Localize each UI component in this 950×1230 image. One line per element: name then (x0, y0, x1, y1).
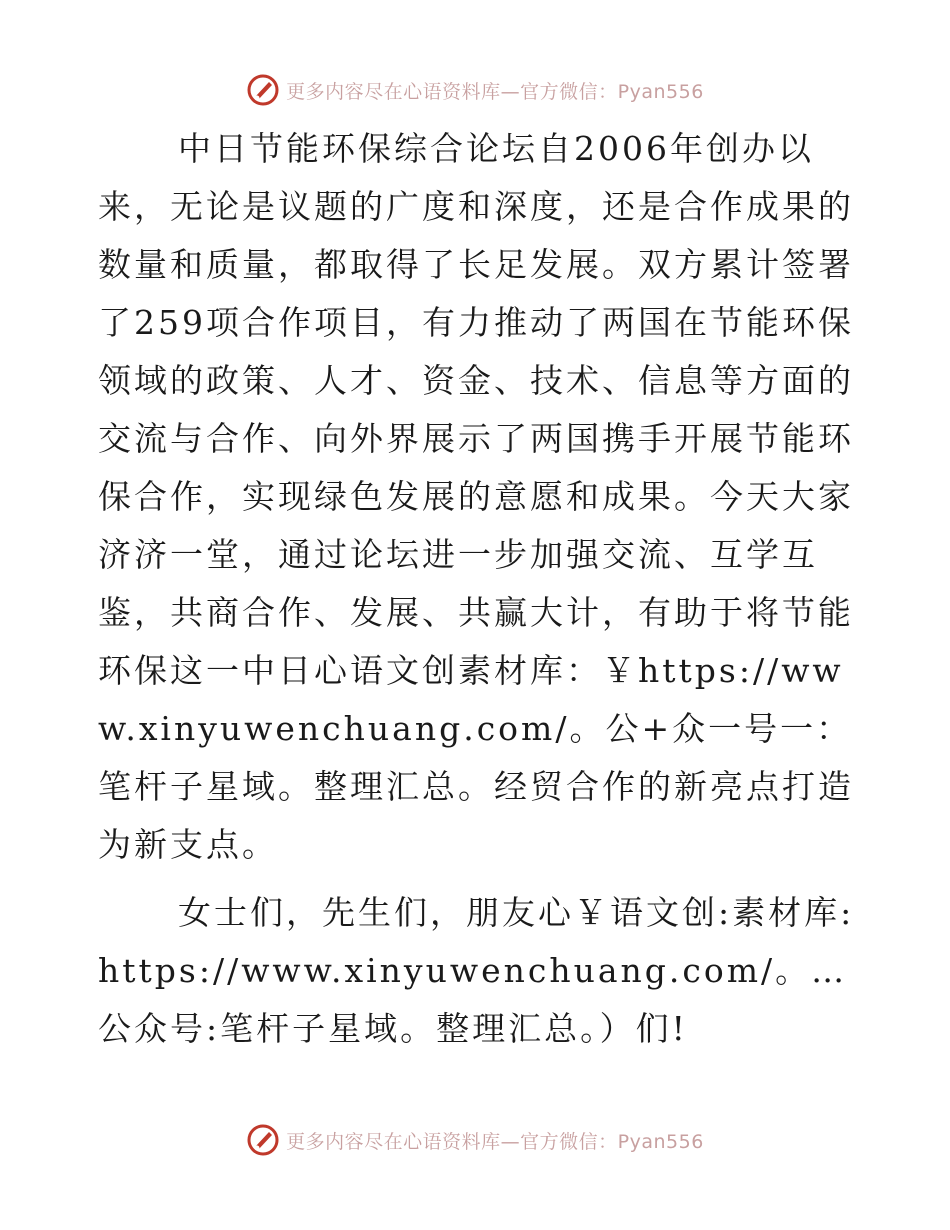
paragraph-1: 中日节能环保综合论坛自2006年创办以来，无论是议题的广度和深度，还是合作成果的数量和质量，都取得了长足发展。双方累计签署了259项合作项目，有力推动了两国在节能环保领域的政策、人才、资金、技术、信息等方面的交流与合作、向外界展示了两国携手开展节能环保合作，实现绿色发展的意愿和成果。今天大家济济一堂，通过论坛进一步加强交流、互学互鉴，共商合作、发展、共赢大计，有助于将节能环保这一中日心语文创素材库：￥https://www.xinyuwenchuang.com/。公+众一号一：笔杆子星域。整理汇总。经贸合作的新亮点打造为新支点。 (98, 129, 854, 864)
footer-watermark (0, 1120, 950, 1160)
watermark-logo-icon (246, 1123, 280, 1157)
watermark-text: 更多内容尽在心语资料库—官方微信：Pyan556 (286, 1130, 704, 1153)
header-watermark (0, 70, 950, 110)
document-body (98, 120, 858, 1058)
watermark-logo-icon (246, 73, 280, 107)
paragraph-2: 女士们，先生们，朋友心￥语文创:素材库:https://www.xinyuwenchuang.com/。…公众号:笔杆子星域。整理汇总。）们! (98, 893, 855, 1048)
watermark-text: 更多内容尽在心语资料库—官方微信：Pyan556 (286, 80, 704, 103)
